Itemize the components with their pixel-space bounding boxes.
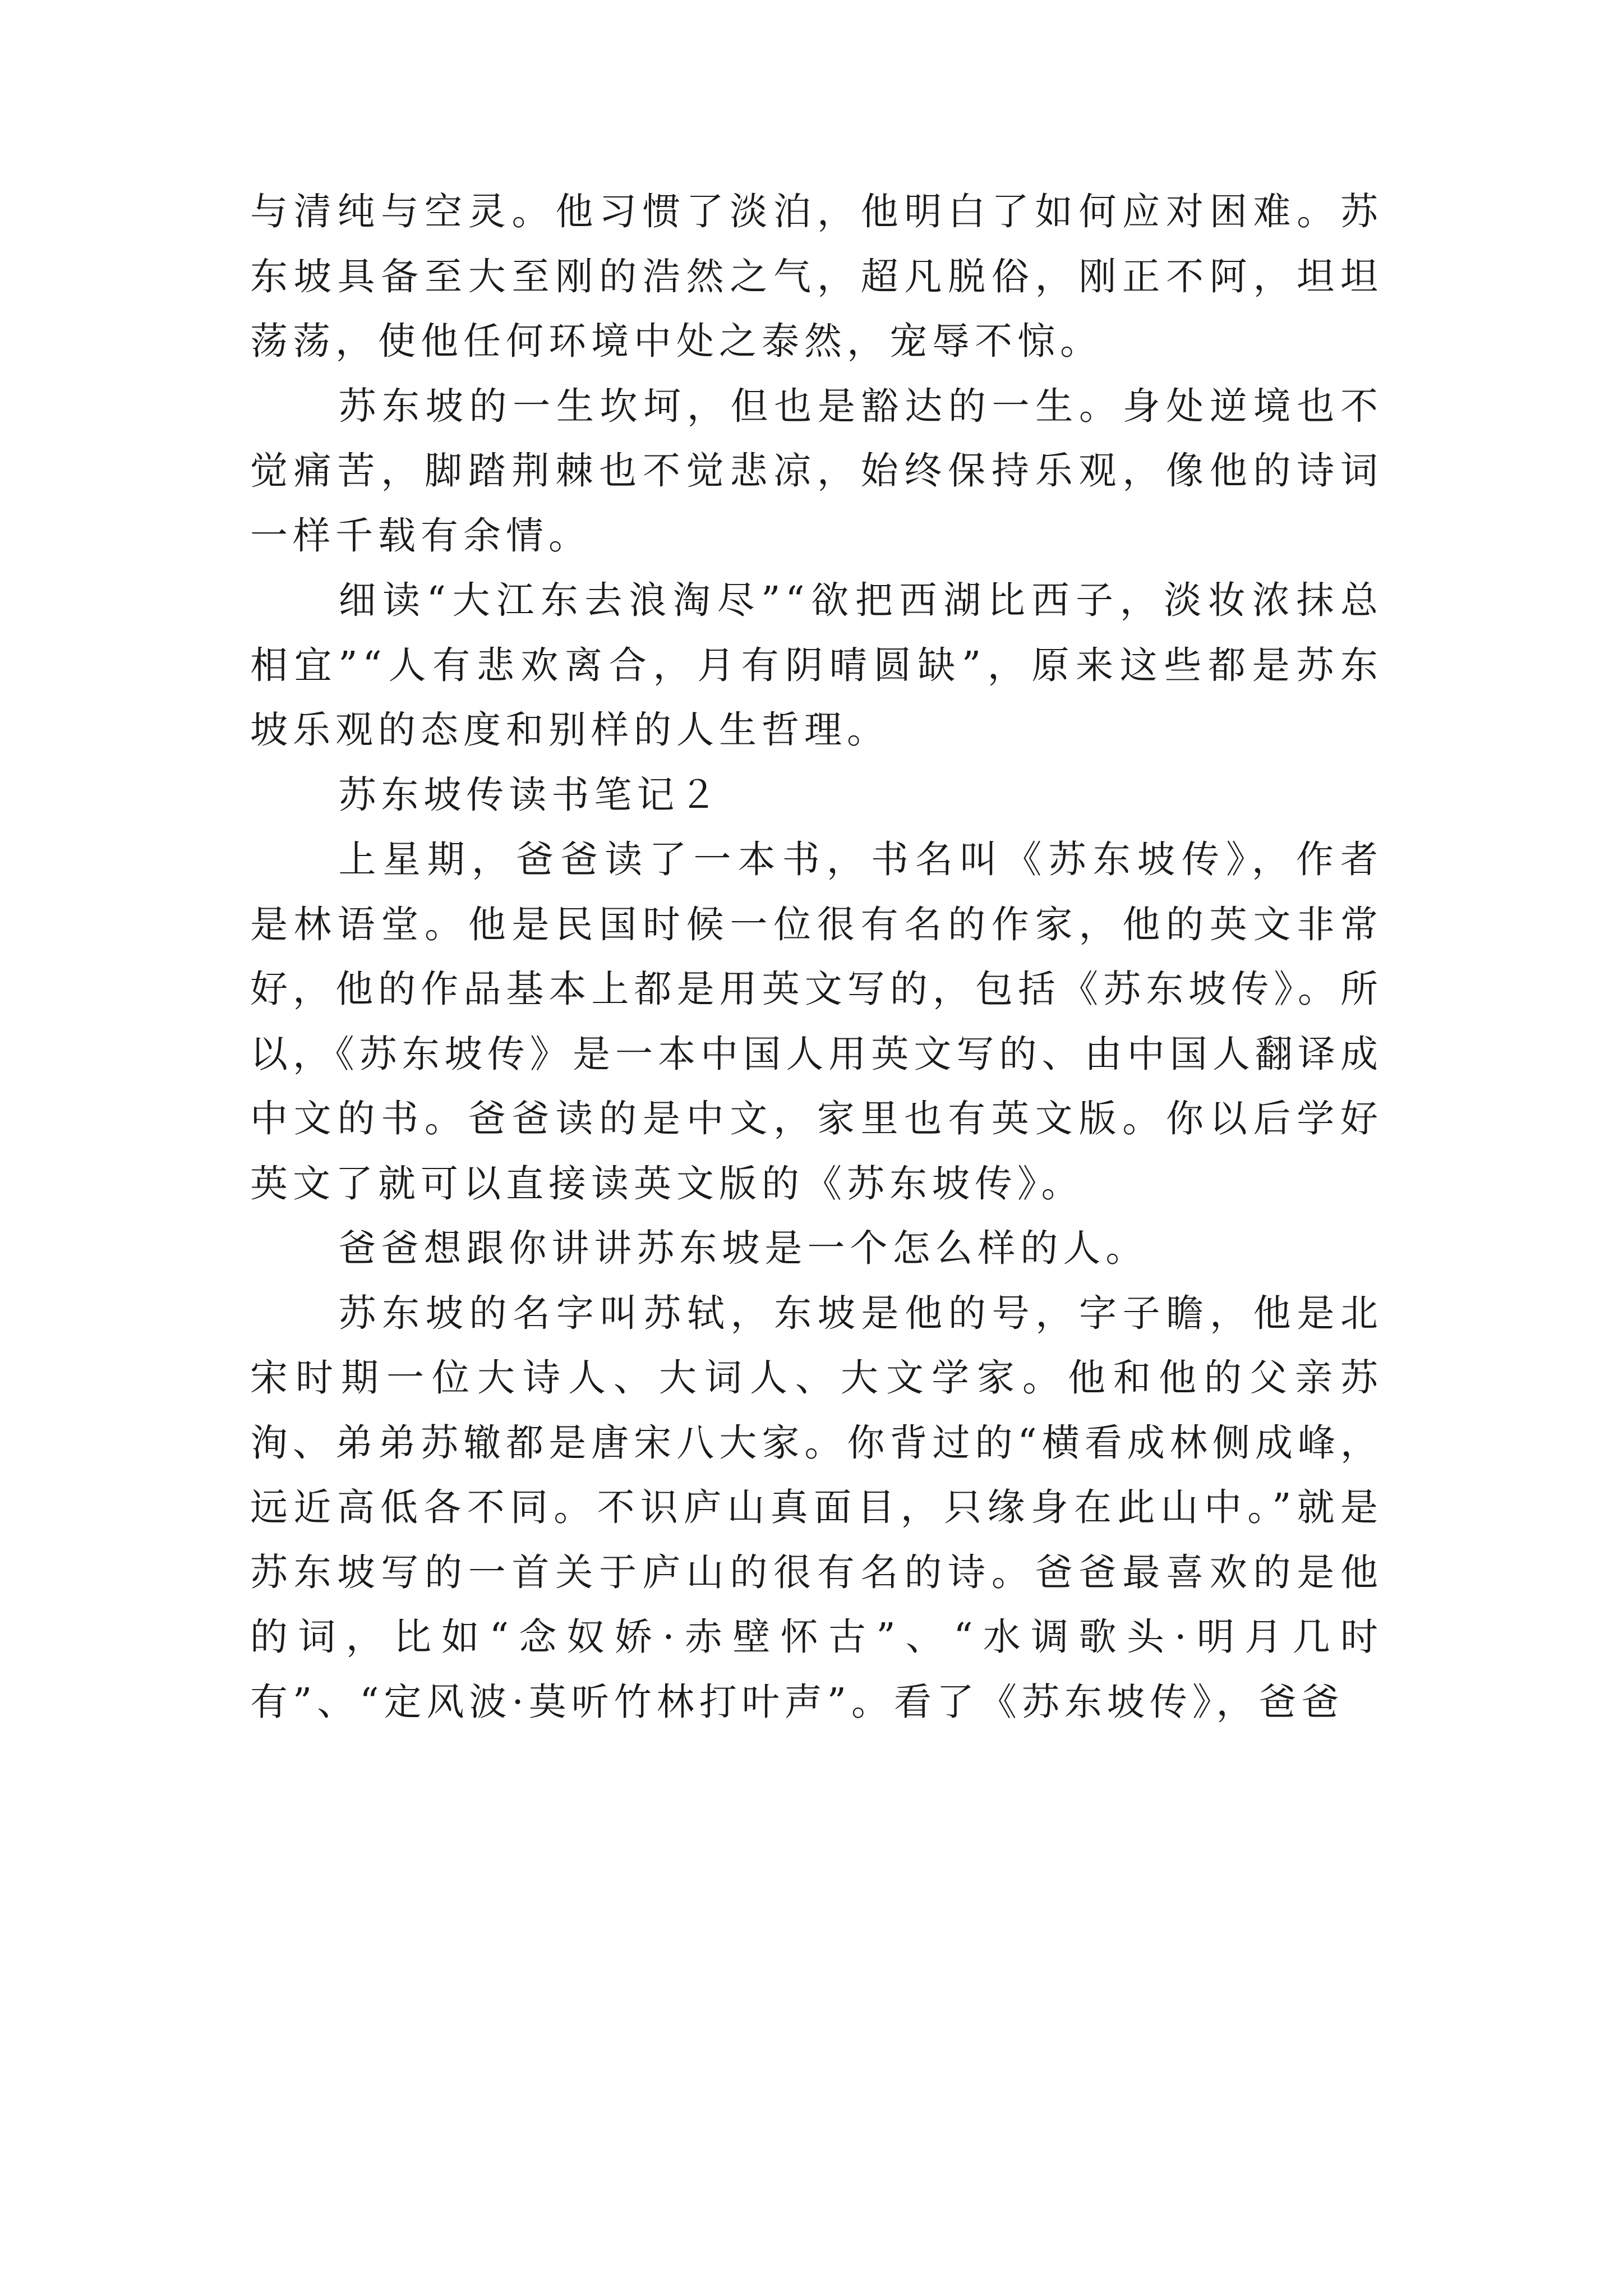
document-body bbox=[250, 180, 1383, 1734]
paragraph: 苏东坡的一生坎坷，但也是豁达的一生。身处逆境也不觉痛苦，脚踏荆棘也不觉悲凉，始终保持乐观，像他的诗词一样千载有余情。 bbox=[250, 384, 1383, 558]
paragraph: 上星期，爸爸读了一本书，书名叫《苏东坡传》，作者是林语堂。他是民国时候一位很有名的作家，他的英文非常好，他的作品基本上都是用英文写的，包括《苏东坡传》。所以，《苏东坡传》是一本中国人用英文写的、由中国人翻译成中文的书。爸爸读的是中文，家里也有英文版。你以后学好英文了就可以直接读英文版的《苏东坡传》。 bbox=[250, 838, 1383, 1205]
section-heading: 苏东坡传读书笔记２ bbox=[338, 772, 722, 817]
paragraph-continuation: 与清纯与空灵。他习惯了淡泊，他明白了如何应对困难。苏东坡具备至大至刚的浩然之气，超凡脱俗，刚正不阿，坦坦荡荡，使他任何环境中处之泰然，宠辱不惊。 bbox=[250, 190, 1383, 363]
paragraph: 细读“大江东去浪淘尽”“欲把西湖比西子，淡妆浓抹总相宜”“人有悲欢离合，月有阴晴圆缺”，原来这些都是苏东坡乐观的态度和别样的人生哲理。 bbox=[250, 578, 1383, 752]
paragraph: 苏东坡的名字叫苏轼，东坡是他的号，字子瞻，他是北宋时期一位大诗人、大词人、大文学家。他和他的父亲苏洵、弟弟苏辙都是唐宋八大家。你背过的“横看成林侧成峰，远近高低各不同。不识庐山真面目，只缘身在此山中。”就是苏东坡写的一首关于庐山的很有名的诗。爸爸最喜欢的是他的词，比如“念奴娇·赤壁怀古”、“水调歌头·明月几时有”、“定风波·莫听竹林打叶声”。看了《苏东坡传》，爸爸 bbox=[250, 1291, 1383, 1724]
paragraph: 爸爸想跟你讲讲苏东坡是一个怎么样的人。 bbox=[338, 1226, 1149, 1270]
